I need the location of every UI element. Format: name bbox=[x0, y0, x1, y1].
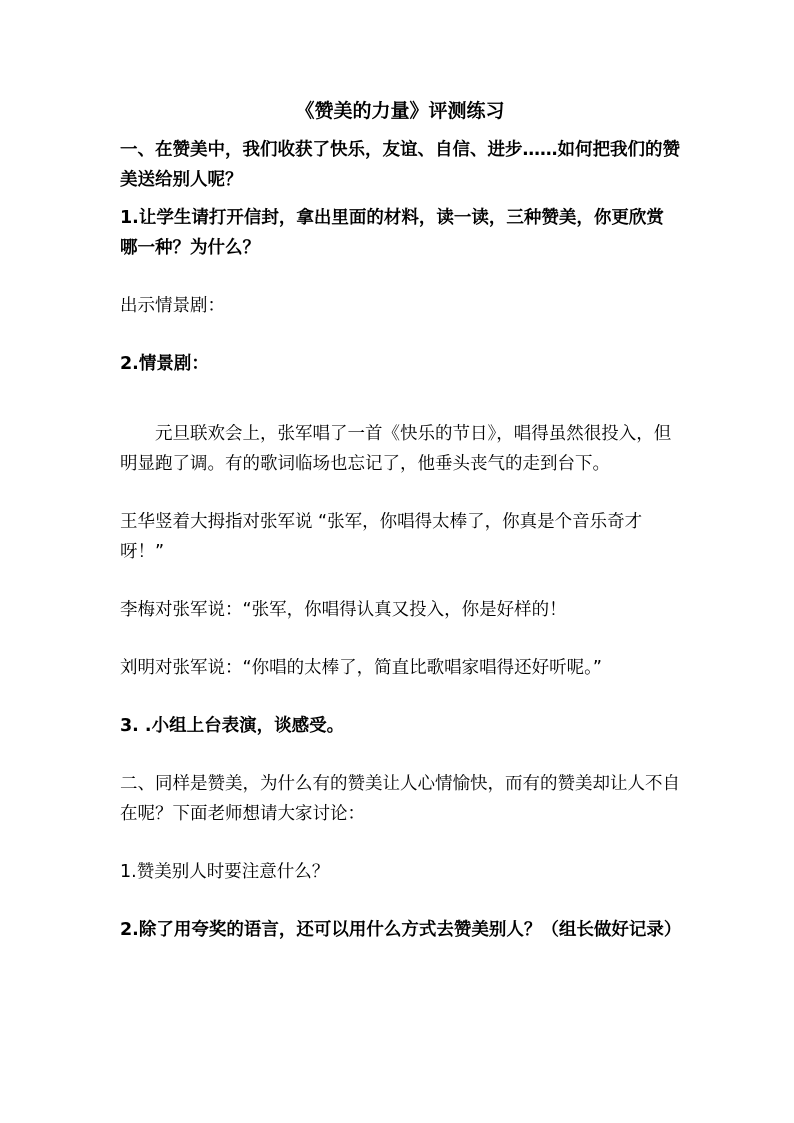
quote-wanghua: 王华竖着大拇指对张军说 “张军，你唱得太棒了，你真是个音乐奇才呀！” bbox=[120, 512, 643, 562]
section1-heading: 一、在赞美中，我们收获了快乐，友谊、自信、进步……如何把我们的赞美送给别人呢？ bbox=[120, 140, 680, 190]
section1-item2: 2.情景剧： bbox=[120, 354, 209, 374]
section1-item3: 3. .小组上台表演，谈感受。 bbox=[120, 716, 345, 736]
section2-heading: 二、同样是赞美，为什么有的赞美让人心情愉快，而有的赞美却让人不自在呢？下面老师想请大家讨论： bbox=[120, 774, 680, 824]
section2-item1: 1.赞美别人时要注意什么？ bbox=[120, 862, 330, 882]
section2-item2: 2.除了用夸奖的语言，还可以用什么方式去赞美别人？（组长做好记录） bbox=[120, 920, 682, 940]
quote-liuming: 刘明对张军说：“你唱的太棒了，简直比歌唱家唱得还好听呢。” bbox=[120, 658, 602, 678]
scene-text: 元旦联欢会上，张军唱了一首《快乐的节日》，唱得虽然很投入，但明显跑了调。有的歌词临场也忘记了，他垂头丧气的走到台下。 bbox=[120, 424, 672, 474]
document-page bbox=[120, 95, 680, 945]
document-title: 《赞美的力量》评测练习 bbox=[295, 100, 505, 122]
quote-limei: 李梅对张军说：“张军，你唱得认真又投入，你是好样的！ bbox=[120, 600, 567, 620]
show-scene-label: 出示情景剧： bbox=[120, 296, 225, 316]
section1-item1: 1.让学生请打开信封，拿出里面的材料，读一读，三种赞美，你更欣赏哪一种？为什么？ bbox=[120, 208, 664, 258]
